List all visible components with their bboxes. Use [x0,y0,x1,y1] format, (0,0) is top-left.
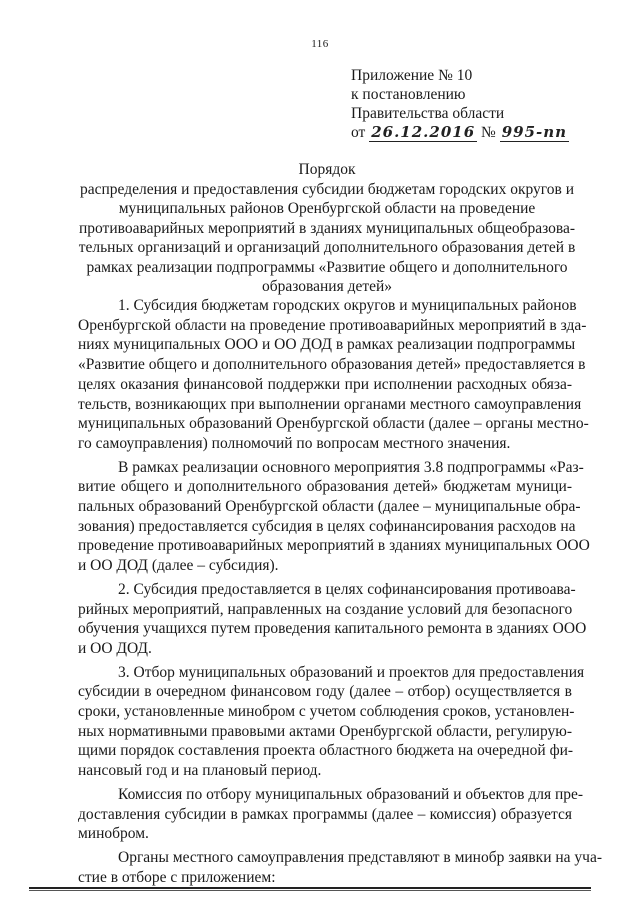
title-line: образования детей» [261,278,393,295]
handwritten-date: 26.12.2016 [371,123,476,141]
page-number: 116 [311,38,329,50]
title-line: рамках реализации подпрограммы «Развитие общего и дополнительного [86,258,568,276]
body-line: стие в отборе с приложением: [78,868,276,886]
body-line: доставления субсидии в рамках программы (далее – комиссия) образуется [78,805,572,823]
body-line: го самоуправления) полномочий по вопросам местного значения. [78,434,511,452]
body-line: и ОО ДОД (далее – субсидия). [78,557,279,575]
body-line: рийных мероприятий, направленных на создание условий для безопасного [78,600,573,618]
body-line: нансовый год и на плановый период. [78,762,322,780]
body-line: тельств, возникающих при выполнении органами местного самоуправления [78,395,582,413]
body-line: 3. Отбор муниципальных образований и проектов для предоставления [118,663,585,681]
body-line: обучения учащихся путем проведения капитального ремонта в зданиях ООО [78,620,587,638]
body-line: минобром. [78,825,149,843]
date-prefix: от [351,124,366,141]
appendix-title: Приложение № 10 [351,67,473,84]
appendix-date-line [351,123,569,142]
document-title [70,160,584,297]
body-line: проведение противоаварийных мероприятий в зданиях муниципальных ООО [78,537,590,555]
body-line: пальных образований Оренбургской области (далее – муниципальные обра- [78,498,581,516]
title-line: муниципальных районов Оренбургской области на проведение [118,200,536,217]
body-line: сроки, установленные минобром с учетом соблюдения сроков, установлен- [78,703,575,721]
appendix-government: Правительства области [351,105,505,122]
body-line: щими порядок составления проекта областного бюджета на очередной фи- [78,742,574,760]
body-line: Комиссия по отбору муниципальных образований и объектов для пре- [118,785,584,803]
body-line: «Развитие общего и дополнительного образования детей» предоставляется в [78,356,586,374]
body-line: Оренбургской области на проведение противоаварийных мероприятий в зда- [78,316,587,334]
body-line: субсидии в очередном финансовом году (далее – отбор) осуществляется в [78,683,572,701]
body-line: В рамках реализации основного мероприятия 3.8 подпрограммы «Раз- [118,458,584,476]
body-line: ных нормативными правовыми актами Оренбургской области, регулирую- [78,722,572,740]
body-line: зования) предоставляется субсидия в целях софинансирования расходов на [78,517,576,535]
title-line: распределения и предоставления субсидии бюджетам городских округов и [79,180,575,198]
number-prefix: № [481,124,496,141]
appendix-block [351,66,569,142]
body-line: 1. Субсидия бюджетам городских округов и муниципальных районов [118,297,577,314]
body-line: витие общего и дополнительного образования детей» бюджетам муници- [78,478,572,496]
body-line: 2. Субсидия предоставляется в целях софинансирования противоава- [118,580,576,598]
body-line: и ОО ДОД. [78,639,152,657]
body-line: целях оказания финансовой поддержки при исполнении расходных обяза- [78,375,572,393]
body-line: муниципальных образований Оренбургской области (далее – органы местно- [78,415,589,433]
title-line: тельных организаций и организаций дополнительного образования детей в [78,239,576,256]
body-line: Органы местного самоуправления представляют в минобр заявки на уча- [118,848,603,866]
document-body [78,296,603,887]
title-line: противоаварийных мероприятий в зданиях муниципальных общеобразова- [78,219,576,237]
footer-rule-thin [29,890,591,891]
body-line: ниях муниципальных ООО и ОО ДОД в рамках реализации подпрограммы [78,336,576,354]
title-heading: Порядок [298,161,356,178]
footer-rule [29,887,591,889]
handwritten-number: 995-пп [501,123,568,141]
appendix-resolution-ref: к постановлению [351,86,466,103]
